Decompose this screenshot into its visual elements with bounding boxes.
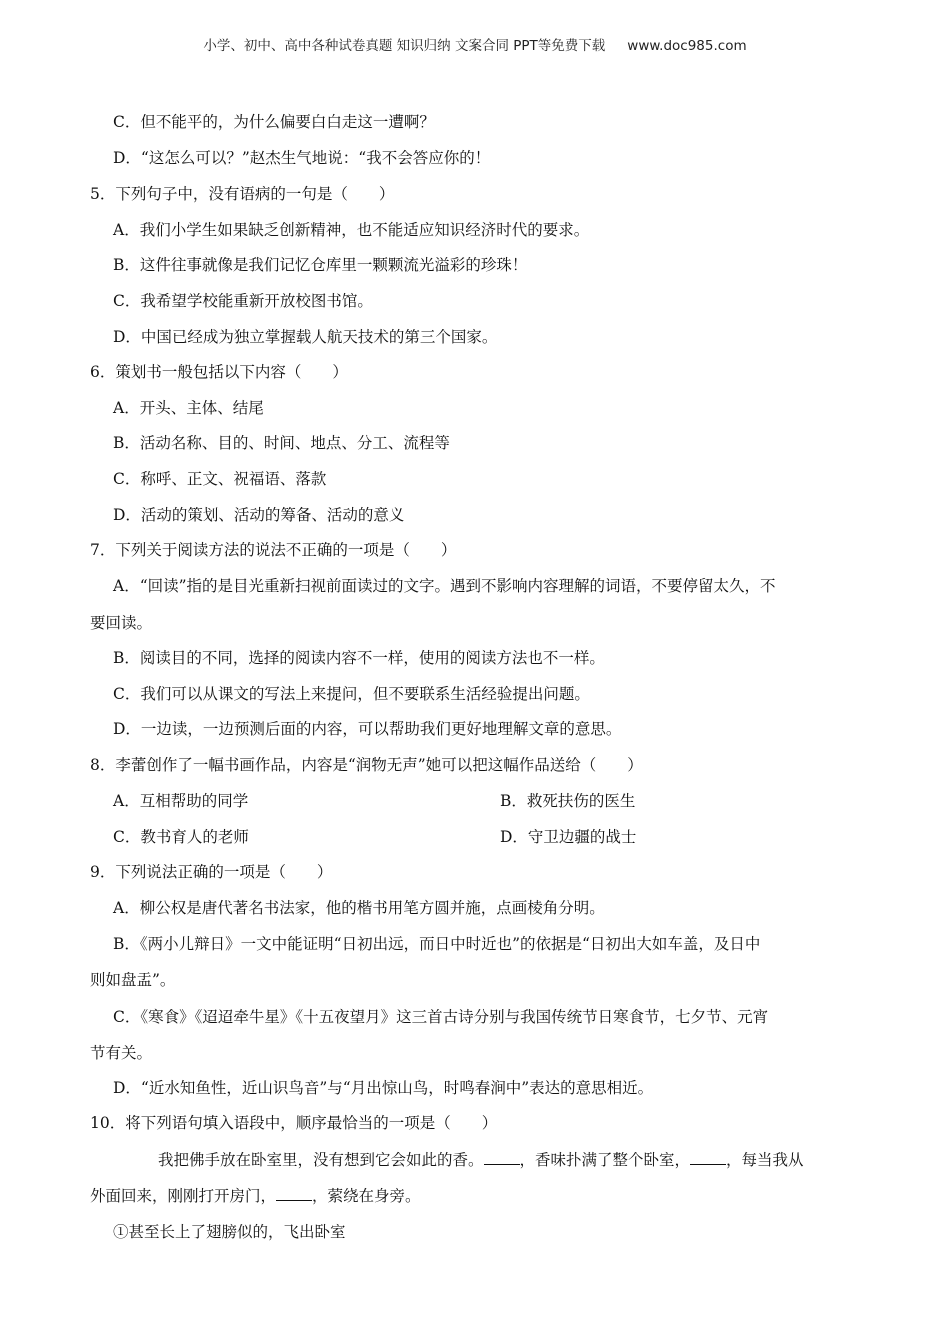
q6-option-d: D．活动的策划、活动的筹备、活动的意义 (113, 506, 405, 524)
q8-option-c: C．教书育人的老师 (113, 828, 249, 846)
q8-option-b: B．救死扶伤的医生 (500, 792, 636, 810)
q9-option-b-line2: 则如盘盂”。 (90, 971, 176, 989)
q10-passage-text: 我把佛手放在卧室里，没有想到它会如此的香。 (158, 1151, 484, 1169)
q5-option-d: D．中国已经成为独立掌握载人航天技术的第三个国家。 (113, 328, 498, 346)
q7-option-d: D．一边读，一边预测后面的内容，可以帮助我们更好地理解文章的意思。 (113, 720, 622, 738)
q9-option-c-line1: C．《寒食》《迢迢牵牛星》《十五夜望月》这三首古诗分别与我国传统节日寒食节，七夕节、元宵 (113, 1008, 769, 1026)
q8-option-d: D．守卫边疆的战士 (500, 828, 637, 846)
q7-option-b: B．阅读目的不同，选择的阅读内容不一样，使用的阅读方法也不一样。 (113, 649, 605, 667)
q7-option-a-line2: 要回读。 (90, 614, 153, 632)
q6-option-a: A．开头、主体、结尾 (113, 399, 264, 417)
blank-3 (276, 1186, 312, 1201)
q10-passage-text: ，萦绕在身旁。 (312, 1187, 421, 1205)
q4-option-d: D．“这怎么可以？”赵杰生气地说：“我不会答应你的！ (113, 149, 491, 167)
q8-stem: 8．李蕾创作了一幅书画作品，内容是“润物无声”她可以把这幅作品送给（ ） (90, 756, 643, 774)
header-text: 小学、初中、高中各种试卷真题 知识归纳 文案合同 PPT等免费下载 (203, 38, 606, 54)
q6-option-b: B．活动名称、目的、时间、地点、分工、流程等 (113, 434, 450, 452)
q4-option-c: C．但不能平的，为什么偏要白白走这一遭啊？ (113, 113, 435, 131)
q9-option-b-line1: B．《两小儿辩日》一文中能证明“日初出远，而日中时近也”的依据是“日初出大如车盖，及日中 (113, 935, 761, 953)
q7-stem: 7．下列关于阅读方法的说法不正确的一项是（ ） (90, 541, 457, 559)
q6-option-c: C．称呼、正文、祝福语、落款 (113, 470, 327, 488)
q5-option-c: C．我希望学校能重新开放校图书馆。 (113, 292, 373, 310)
q10-passage-line1 (158, 1150, 804, 1170)
q10-passage-text: 外面回来，刚刚打开房门， (90, 1187, 277, 1205)
blank-1 (484, 1150, 520, 1165)
q10-stem: 10．将下列语句填入语段中，顺序最恰当的一项是（ ） (90, 1114, 498, 1132)
q10-passage-line2 (90, 1186, 421, 1206)
page-header (0, 34, 950, 54)
q9-option-c-line2: 节有关。 (90, 1044, 153, 1062)
header-url[interactable]: www.doc985.com (627, 38, 747, 54)
q8-option-a: A．互相帮助的同学 (113, 792, 249, 810)
q10-choice-1: ①甚至长上了翅膀似的，飞出卧室 (113, 1223, 346, 1241)
q9-option-a: A．柳公权是唐代著名书法家，他的楷书用笔方圆并施，点画棱角分明。 (113, 899, 605, 917)
q10-passage-text: ，香味扑满了整个卧室， (519, 1151, 691, 1169)
q9-option-d: D．“近水知鱼性，近山识鸟音”与“月出惊山鸟，时鸣春涧中”表达的意思相近。 (113, 1079, 654, 1097)
q5-stem: 5．下列句子中，没有语病的一句是（ ） (90, 185, 395, 203)
q10-passage-text: ，每当我从 (726, 1151, 804, 1169)
q7-option-c: C．我们可以从课文的写法上来提问，但不要联系生活经验提出问题。 (113, 685, 590, 703)
q5-option-a: A．我们小学生如果缺乏创新精神，也不能适应知识经济时代的要求。 (113, 221, 590, 239)
q6-stem: 6．策划书一般包括以下内容（ ） (90, 363, 348, 381)
q7-option-a-line1: A．“回读”指的是目光重新扫视前面读过的文字。遇到不影响内容理解的词语，不要停留太久，不 (113, 577, 776, 595)
blank-2 (690, 1150, 726, 1165)
q5-option-b: B．这件往事就像是我们记忆仓库里一颗颗流光溢彩的珍珠！ (113, 256, 528, 274)
q9-stem: 9．下列说法正确的一项是（ ） (90, 863, 333, 881)
